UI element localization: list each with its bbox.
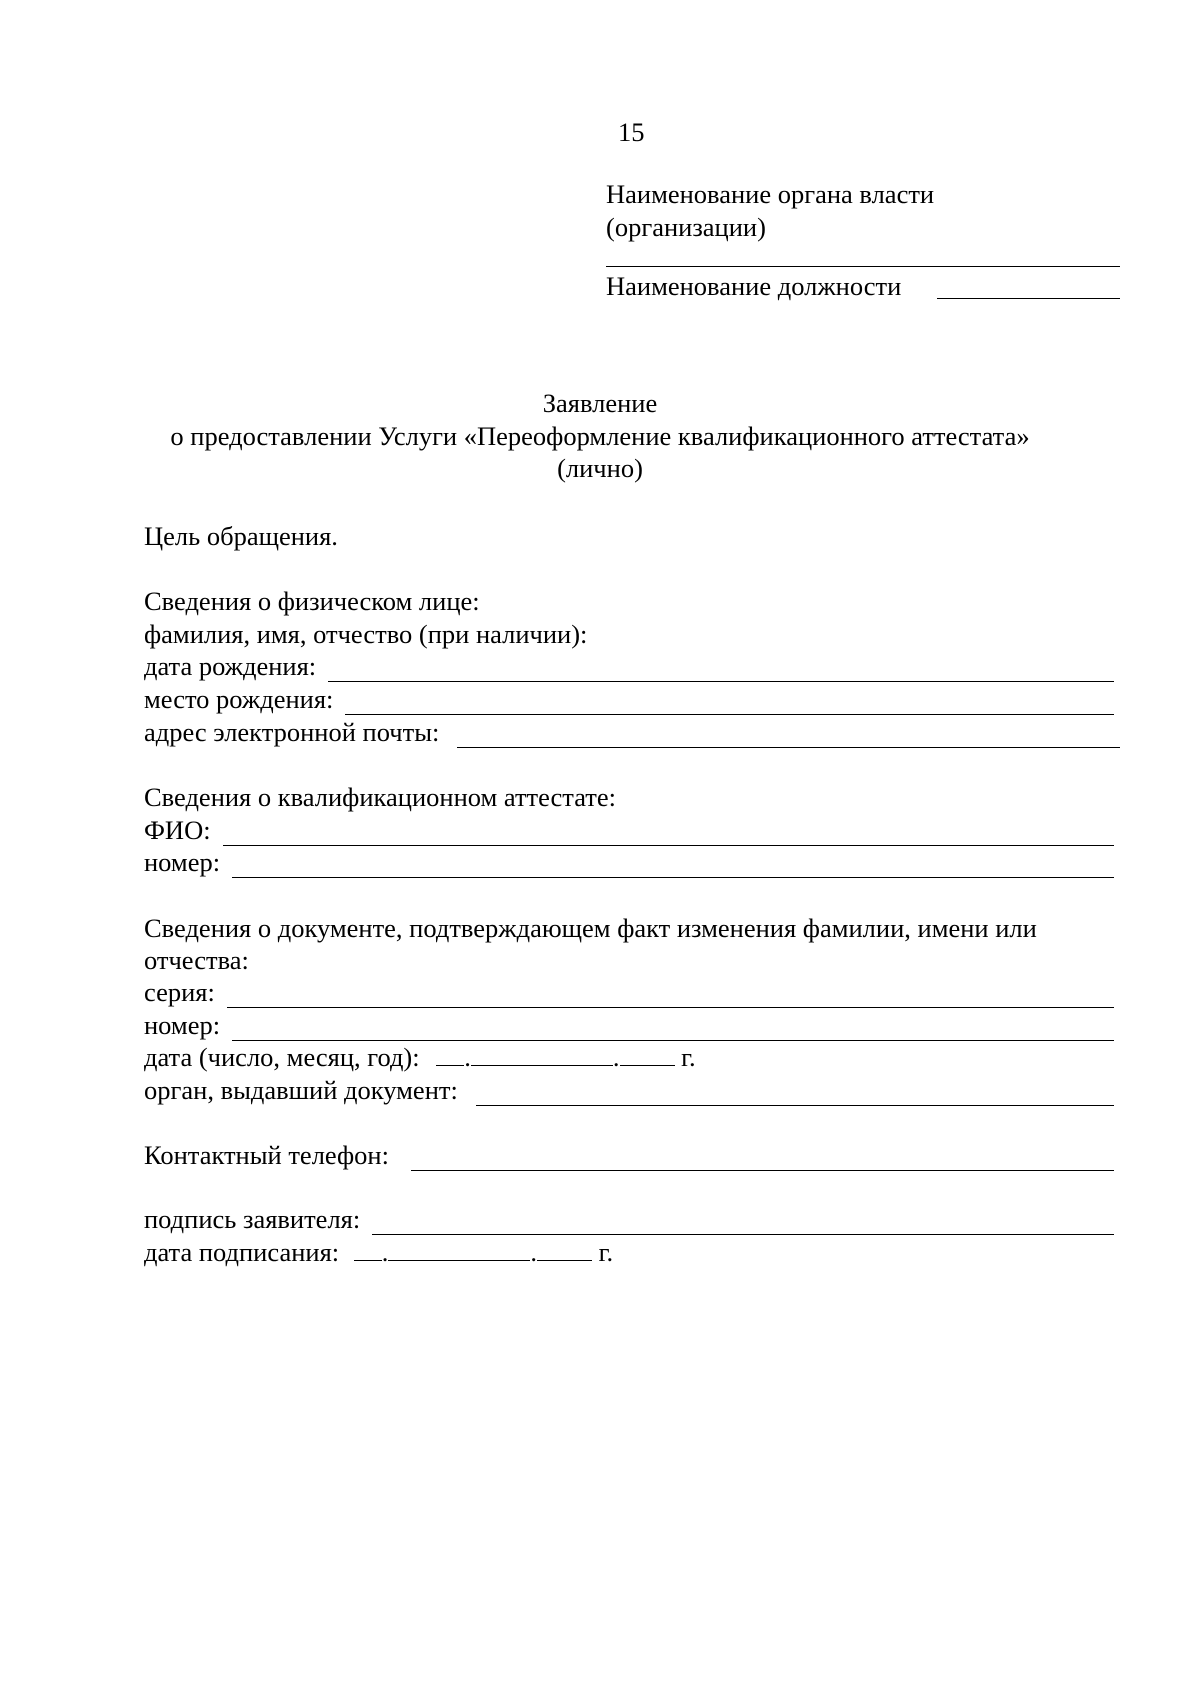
position-label: Наименование должности <box>606 271 902 301</box>
birth-date-row <box>144 650 1114 682</box>
birth-place-label: место рождения: <box>144 684 334 714</box>
email-label: адрес электронной почты: <box>144 717 440 747</box>
document-title: Заявление <box>542 388 658 418</box>
signature-field[interactable] <box>372 1210 1114 1235</box>
phone-field[interactable] <box>411 1146 1114 1171</box>
phone-label: Контактный телефон: <box>144 1140 389 1170</box>
document-date-day-field[interactable] <box>436 1041 464 1066</box>
document-date-year-field[interactable] <box>620 1041 675 1066</box>
birth-date-field[interactable] <box>328 657 1114 682</box>
document-date-month-field[interactable] <box>471 1041 613 1066</box>
birth-place-field[interactable] <box>345 690 1114 715</box>
authority-label-line2: (организации) <box>606 212 766 242</box>
position-name-field[interactable] <box>937 298 1120 299</box>
email-field[interactable] <box>457 723 1120 748</box>
document-issuer-field[interactable] <box>476 1081 1114 1106</box>
certificate-number-row <box>144 846 1114 878</box>
document-subtitle: о предоставлении Услуги «Переоформление квалификационного аттестата» <box>170 421 1030 451</box>
document-subtitle-mode: (лично) <box>557 453 643 483</box>
document-date-row: дата (число, месяц, год): . . г. <box>144 1042 696 1072</box>
document-series-label: серия: <box>144 977 215 1007</box>
signing-date-year-field[interactable] <box>537 1236 592 1261</box>
document-section-heading: Сведения о документе, подтверждающем факт изменения фамилии, имени или <box>144 913 1037 943</box>
signing-date-row: дата подписания: . . г. <box>144 1237 614 1267</box>
certificate-fio-field[interactable] <box>223 821 1114 846</box>
person-section-heading: Сведения о физическом лице: <box>144 586 480 616</box>
document-series-row <box>144 976 1114 1008</box>
page-number: 15 <box>618 117 645 147</box>
signing-date-label: дата подписания: <box>144 1237 340 1267</box>
authority-label-line1: Наименование органа власти <box>606 179 935 209</box>
certificate-number-field[interactable] <box>232 853 1114 878</box>
document-section-heading-cont: отчества: <box>144 945 249 975</box>
document-number-row <box>144 1009 1114 1041</box>
signature-row <box>144 1203 1114 1235</box>
certificate-fio-label: ФИО: <box>144 815 211 845</box>
document-date-label: дата (число, месяц, год): <box>144 1042 420 1072</box>
signing-date-month-field[interactable] <box>388 1236 530 1261</box>
document-number-field[interactable] <box>232 1016 1114 1041</box>
certificate-fio-row <box>144 814 1114 846</box>
document-issuer-row <box>144 1074 1114 1106</box>
document-number-label: номер: <box>144 1010 221 1040</box>
phone-row <box>144 1139 1114 1171</box>
birth-date-label: дата рождения: <box>144 651 317 681</box>
purpose-label: Цель обращения. <box>144 521 338 551</box>
birth-place-row <box>144 683 1114 715</box>
document-date-year-suffix: г. <box>681 1042 696 1072</box>
document-series-field[interactable] <box>227 983 1114 1008</box>
signing-date-day-field[interactable] <box>354 1236 382 1261</box>
authority-name-field[interactable] <box>606 266 1120 267</box>
certificate-section-heading: Сведения о квалификационном аттестате: <box>144 782 616 812</box>
document-issuer-label: орган, выдавший документ: <box>144 1075 458 1105</box>
certificate-number-label: номер: <box>144 847 221 877</box>
signing-date-year-suffix: г. <box>598 1237 614 1267</box>
email-row <box>144 716 1120 748</box>
full-name-label: фамилия, имя, отчество (при наличии): <box>144 619 588 649</box>
signature-label: подпись заявителя: <box>144 1204 361 1234</box>
